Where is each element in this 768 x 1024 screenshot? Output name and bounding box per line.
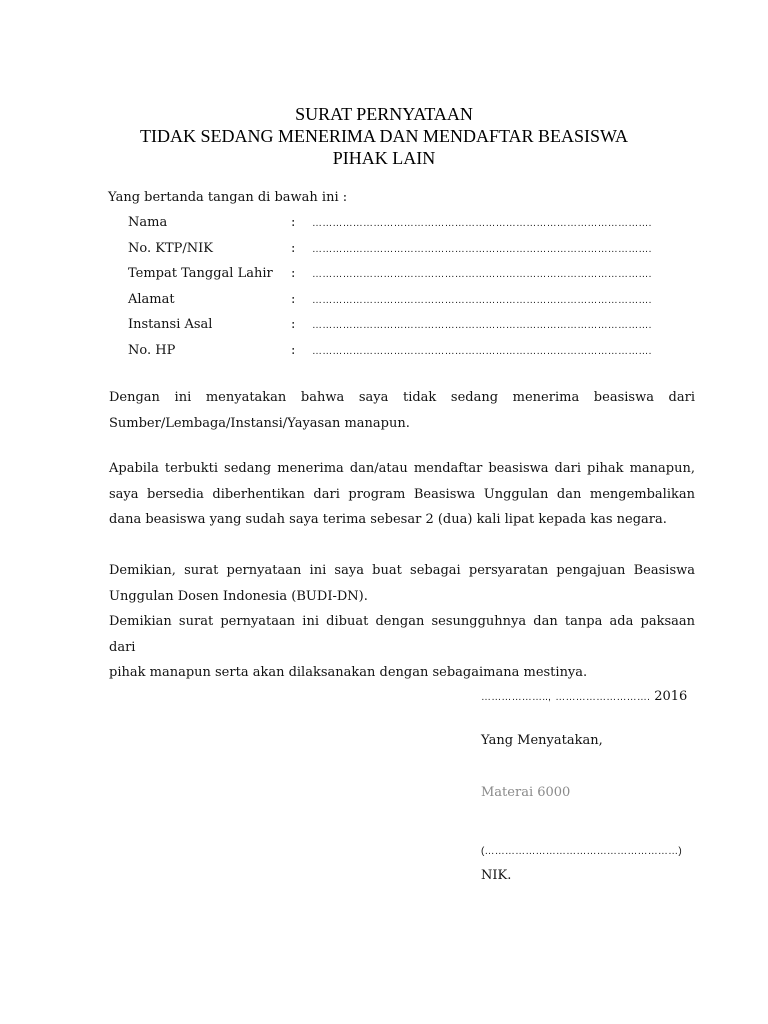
field-fill-line: ………………………………………………………………………………………. bbox=[312, 269, 652, 281]
closing-paragraph bbox=[109, 558, 695, 686]
paragraph-line: saya bersedia diberhentikan dari program Beasiswa Unggulan dan mengembalikan bbox=[109, 486, 695, 502]
name-line-dots: (…………………………………………………) bbox=[481, 846, 682, 857]
title-line-2: TIDAK SEDANG MENERIMA DAN MENDAFTAR BEASISWA bbox=[139, 126, 629, 146]
field-fill-line: ………………………………………………………………………………………. bbox=[312, 345, 652, 357]
field-colon: : bbox=[291, 240, 296, 256]
field-row-no-hp bbox=[128, 342, 652, 369]
materai-stamp-label: Materai 6000 bbox=[481, 785, 571, 800]
signature-date bbox=[481, 689, 687, 704]
date-day-dots: ………………………. bbox=[555, 692, 651, 703]
field-label: Nama bbox=[128, 215, 168, 230]
field-row-instansi-asal bbox=[128, 317, 652, 343]
field-colon: : bbox=[291, 317, 296, 333]
field-label: Tempat Tanggal Lahir bbox=[128, 266, 273, 282]
signature-nik: NIK. bbox=[481, 868, 512, 883]
date-year: 2016 bbox=[654, 689, 688, 704]
date-place-dots: ……………….., bbox=[481, 692, 552, 703]
consequence-paragraph bbox=[109, 456, 695, 533]
intro-text: Yang bertanda tangan di bawah ini : bbox=[108, 190, 348, 205]
paragraph-line: Demikian, surat pernyataan ini saya buat sebagai persyaratan pengajuan Beasiswa bbox=[109, 563, 695, 578]
identity-fields bbox=[128, 215, 652, 369]
field-colon: : bbox=[291, 266, 296, 282]
field-row-tempat-tanggal-lahir bbox=[128, 266, 652, 292]
field-fill-line: ………………………………………………………………………………………. bbox=[312, 294, 652, 306]
paragraph-line: Sumber/Lembaga/Instansi/Yayasan manapun. bbox=[109, 415, 410, 431]
paragraph-line: Demikian surat pernyataan ini dibuat dengan sesungguhnya dan tanpa ada paksaan dari bbox=[109, 614, 695, 655]
signature-closing: Yang Menyatakan, bbox=[481, 733, 603, 748]
signature-name-line bbox=[481, 843, 682, 858]
title-line-1: SURAT PERNYATAAN bbox=[295, 104, 473, 124]
field-fill-line: ………………………………………………………………………………………. bbox=[312, 320, 652, 332]
field-colon: : bbox=[291, 342, 296, 358]
field-fill-line: ………………………………………………………………………………………. bbox=[312, 243, 652, 255]
field-row-alamat bbox=[128, 291, 652, 318]
statement-paragraph bbox=[109, 385, 695, 436]
field-row-ktp-nik bbox=[128, 240, 652, 267]
field-colon: : bbox=[291, 291, 296, 307]
field-label: No. KTP/NIK bbox=[128, 240, 213, 256]
paragraph-line: dana beasiswa yang sudah saya terima sebesar 2 (dua) kali lipat kepada kas negara. bbox=[109, 512, 667, 527]
paragraph-line: Dengan ini menyatakan bahwa saya tidak sedang menerima beasiswa dari bbox=[109, 390, 695, 405]
paragraph-line: pihak manapun serta akan dilaksanakan dengan sebagaimana mestinya. bbox=[109, 665, 588, 680]
field-row-nama bbox=[128, 215, 652, 241]
field-colon: : bbox=[291, 215, 296, 230]
field-label: Instansi Asal bbox=[128, 317, 213, 333]
field-label: No. HP bbox=[128, 342, 176, 358]
title-line-3: PIHAK LAIN bbox=[332, 148, 436, 168]
field-fill-line: ………………………………………………………………………………………. bbox=[312, 218, 652, 229]
paragraph-line: Unggulan Dosen Indonesia (BUDI-DN). bbox=[109, 588, 368, 604]
document-title bbox=[0, 103, 768, 169]
field-label: Alamat bbox=[128, 291, 175, 307]
paragraph-line: Apabila terbukti sedang menerima dan/atau mendaftar beasiswa dari pihak manapun, bbox=[109, 461, 695, 476]
